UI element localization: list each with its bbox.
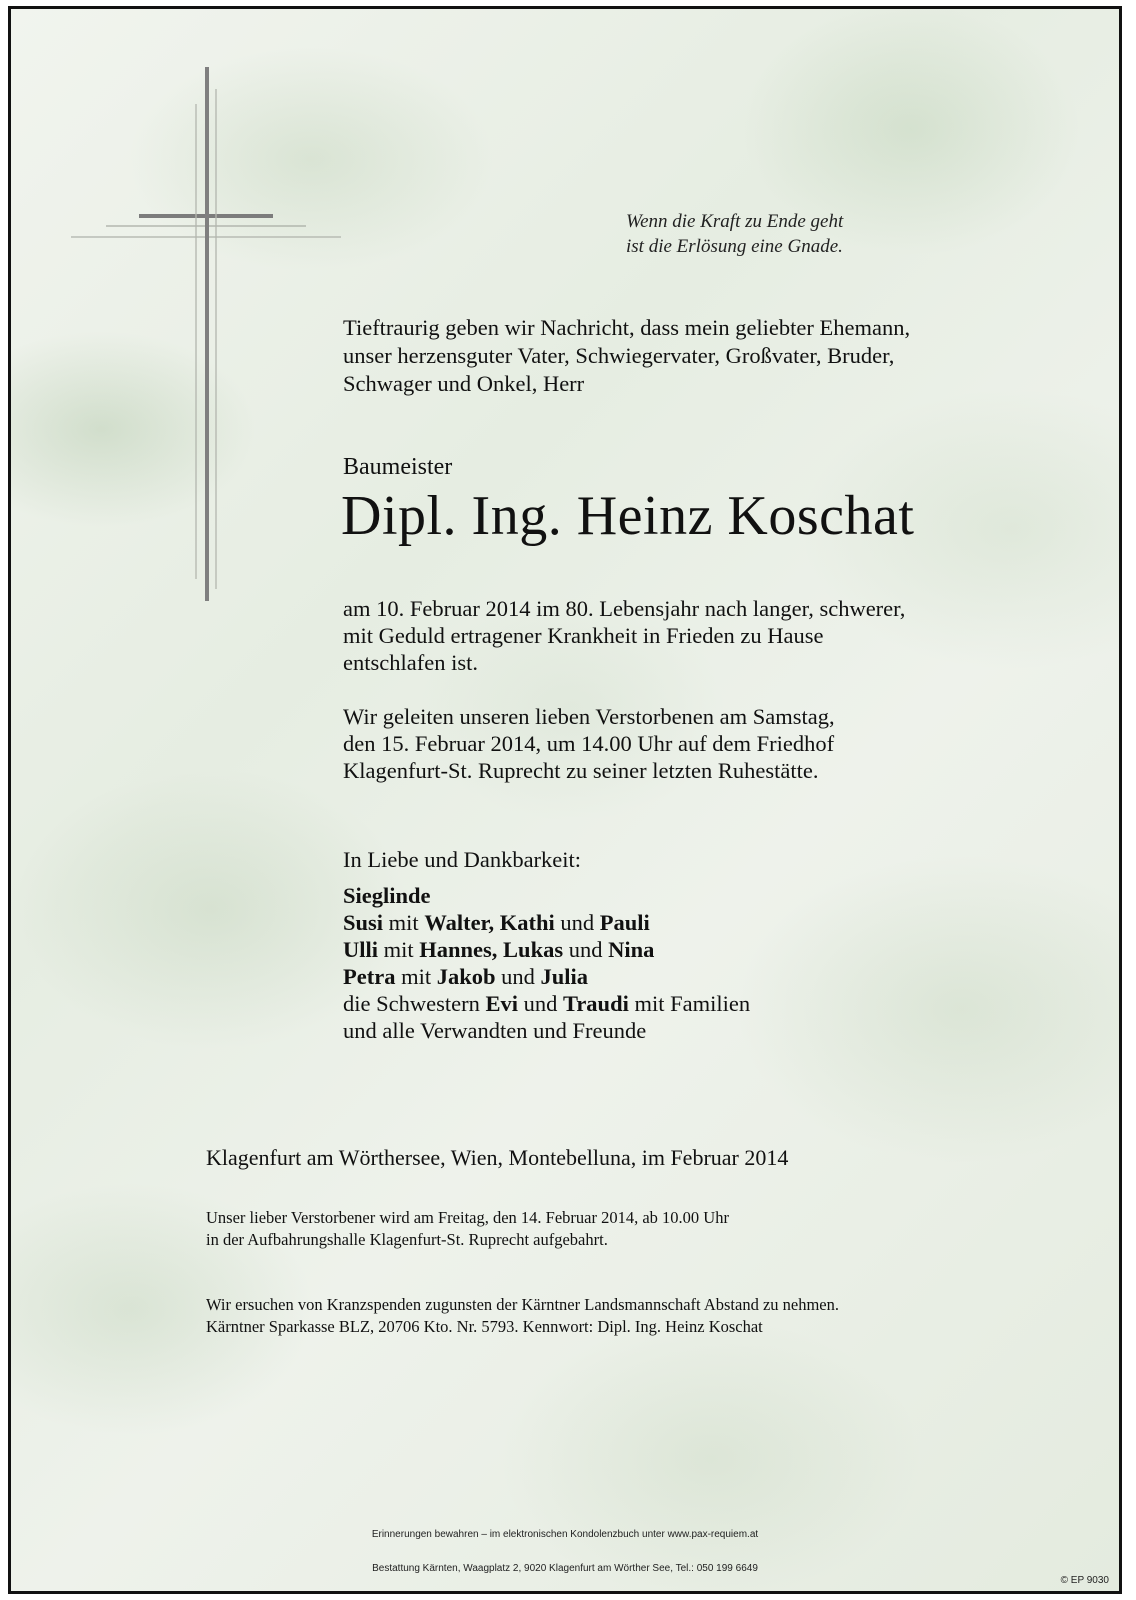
death-notice-text [343,595,905,676]
family-connector: mit [395,964,437,989]
announcement-line: unser herzensguter Vater, Schwiegervater, Großvater, Bruder, [343,343,895,368]
family-member: Evi [485,991,518,1016]
family-list [343,882,750,1044]
family-member: Pauli [599,910,650,935]
death-notice-line: entschlafen ist. [343,650,478,675]
family-line [343,990,750,1017]
funeral-line: den 15. Februar 2014, um 14.00 Uhr auf dem Friedhof [343,731,835,756]
family-member: Hannes, Lukas [419,937,564,962]
family-member: Ulli [343,937,379,962]
motto-line: Wenn die Kraft zu Ende geht [626,211,844,232]
family-connector: die Schwestern [343,991,486,1016]
family-member: Walter, Kathi [424,910,555,935]
donation-line: Wir ersuchen von Kranzspenden zugunsten der Kärntner Landsmannschaft Abstand zu nehmen. [206,1295,840,1314]
deceased-name: Dipl. Ing. Heinz Koschat [341,485,915,547]
family-line: und alle Verwandten und Freunde [343,1018,647,1043]
cross-icon [11,9,371,629]
footer-kondolenzbuch: Erinnerungen bewahren – im elektronischen Kondolenzbuch unter www.pax-requiem.at [371,1529,759,1540]
funeral-line: Wir geleiten unseren lieben Verstorbenen am Samstag, [343,704,835,729]
donation-line: Kärntner Sparkasse BLZ, 20706 Kto. Nr. 5793. Kennwort: Dipl. Ing. Heinz Koschat [206,1317,763,1336]
announcement-line: Tieftraurig geben wir Nachricht, dass mein geliebter Ehemann, [343,315,911,340]
family-line [343,963,750,990]
family-member: Petra [343,964,396,989]
family-member: Sieglinde [343,883,431,908]
donation-text [206,1294,839,1338]
family-intro: In Liebe und Dankbarkeit: [343,847,582,872]
family-connector: mit [378,937,420,962]
deceased-title: Baumeister [343,454,453,480]
family-connector: und [495,964,541,989]
family-line [343,882,750,909]
place-date: Klagenfurt am Wörthersee, Wien, Montebelluna, im Februar 2014 [206,1145,789,1170]
viewing-line: in der Aufbahrungshalle Klagenfurt-St. Ruprecht aufgebahrt. [206,1230,608,1249]
death-notice-line: mit Geduld ertragener Krankheit in Frieden zu Hause [343,623,824,648]
obituary-page [8,6,1122,1594]
funeral-text [343,703,835,784]
family-line [343,909,750,936]
motto-line: ist die Erlösung eine Gnade. [626,236,843,257]
family-connector: und [554,910,600,935]
viewing-text [206,1207,729,1251]
motto-quote [626,209,843,259]
viewing-line: Unser lieber Verstorbener wird am Freitag, den 14. Februar 2014, ab 10.00 Uhr [206,1208,729,1227]
family-connector: mit Familien [628,991,751,1016]
announcement-line: Schwager und Onkel, Herr [343,371,585,396]
family-connector: und [517,991,563,1016]
footer-address: Bestattung Kärnten, Waagplatz 2, 9020 Klagenfurt am Wörther See, Tel.: 050 199 6649 [372,1563,758,1574]
family-connector: mit [383,910,425,935]
family-connector: und [563,937,609,962]
family-member: Traudi [562,991,629,1016]
death-notice-line: am 10. Februar 2014 im 80. Lebensjahr nach langer, schwerer, [343,596,906,621]
family-member: Nina [608,937,655,962]
funeral-line: Klagenfurt-St. Ruprecht zu seiner letzten Ruhestätte. [343,758,819,783]
family-member: Susi [343,910,384,935]
announcement-text [343,314,910,398]
family-member: Jakob [436,964,496,989]
family-member: Julia [540,964,589,989]
family-line [343,936,750,963]
print-code: © EP 9030 [1060,1575,1109,1586]
